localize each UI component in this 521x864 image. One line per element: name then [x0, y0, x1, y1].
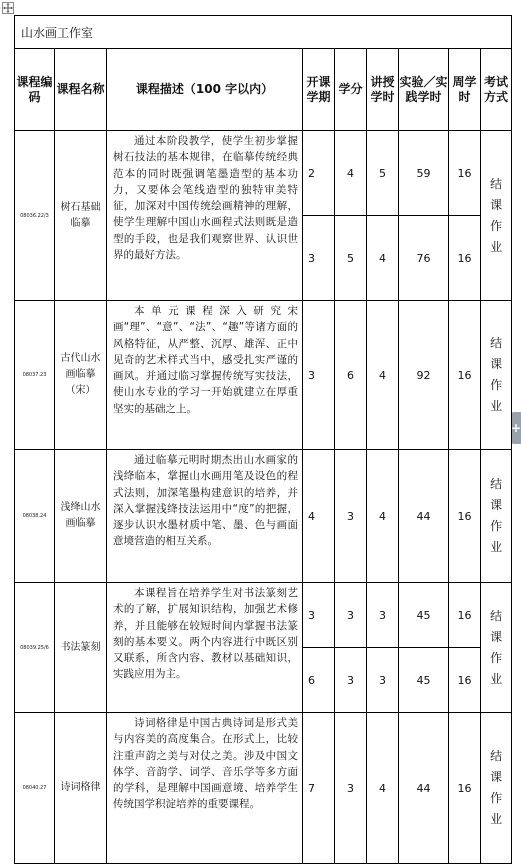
course-code: 08039.25/6 [15, 583, 55, 713]
weekly-hours-cell: 16 [449, 713, 481, 864]
semester-cell: 2 [303, 131, 335, 216]
exam-method [481, 713, 512, 864]
course-code: 08038.24 [15, 450, 55, 583]
practice-hours-cell: 59 [399, 131, 449, 216]
practice-hours-cell: 45 [399, 583, 449, 648]
course-code: 08040.27 [15, 713, 55, 864]
course-name: 书法篆刻 [55, 583, 107, 713]
weekly-hours-cell: 16 [449, 131, 481, 216]
exam-method [481, 131, 512, 301]
course-name: 浅绛山水画临摹 [55, 450, 107, 583]
table-row [15, 301, 512, 450]
semester-cell: 4 [303, 450, 335, 583]
exam-method-text: 结课作业 [490, 608, 503, 686]
exam-method-text: 结课作业 [490, 176, 503, 254]
course-code: 08036.22/3 [15, 131, 55, 301]
header-lecture-hours: 讲授学时 [367, 49, 399, 131]
weekly-hours-cell: 16 [449, 648, 481, 713]
course-name: 树石基础临摹 [55, 131, 107, 301]
header-practice-hours: 实验／实践学时 [399, 49, 449, 131]
semester-cell: 7 [303, 713, 335, 864]
header-row [15, 49, 512, 131]
lecture-hours-cell: 5 [367, 131, 399, 216]
weekly-hours-cell: 16 [449, 583, 481, 648]
weekly-hours-cell: 16 [449, 301, 481, 450]
course-code: 08037.23 [15, 301, 55, 450]
exam-method-text: 结课作业 [490, 749, 503, 826]
semester-cell: 3 [303, 301, 335, 450]
course-description: 本课程旨在培养学生对书法篆刻艺术的了解，扩展知识结构，加强艺术修养，并且能够在较短时间内掌握书法篆刻的基本要义。两个内容进行中既区别又联系，所含内容、教材以基础知识，实践应用为主。 [107, 583, 303, 713]
credit-cell: 3 [335, 583, 367, 648]
course-description: 通过临摹元明时期杰出山水画家的浅绛临本，掌握山水画用笔及设色的程式法则，加深笔墨构建意识的培养，并深入掌握浅绛技法运用中“度”的把握，逐步认识水墨材质中笔、墨、色与画面意境营造的相互关系。 [107, 450, 303, 583]
header-semester: 开课学期 [303, 49, 335, 131]
course-description: 本单元课程深入研究宋画“理”、“意”、“法”、“趣”等诸方面的风格特征，从严整、沉厚、雄浑、正中见奇的艺术样式当中，感受扎实严谨的画风。并通过临习掌握传统写实技法，使山水专业的学习一开始就建立在厚重坚实的基础之上。 [107, 301, 303, 450]
credit-cell: 3 [335, 713, 367, 864]
lecture-hours-cell: 4 [367, 450, 399, 583]
course-description: 通过本阶段教学，使学生初步掌握树石技法的基本规律，在临摹传统经典范本的同时既强调笔墨造型的基本功力，又要体会笔线造型的独特审美特征，加深对中国传统绘画精神的理解，使学生理解中国山水画程式法则既是造型的手段，也是我们观察世界、认识世界的最好方法。 [107, 131, 303, 301]
header-code: 课程编码 [15, 49, 55, 131]
credit-cell: 4 [335, 131, 367, 216]
exam-method [481, 450, 512, 583]
weekly-hours-cell: 16 [449, 450, 481, 583]
table-row [15, 713, 512, 864]
header-description: 课程描述（100 字以内） [107, 49, 303, 131]
lecture-hours-cell: 4 [367, 216, 399, 301]
credit-cell: 3 [335, 648, 367, 713]
exam-method [481, 583, 512, 713]
course-name: 诗词格律 [55, 713, 107, 864]
practice-hours-cell: 92 [399, 301, 449, 450]
practice-hours-cell: 76 [399, 216, 449, 301]
course-name: 古代山水画临摹（宋） [55, 301, 107, 450]
exam-method-text: 结课作业 [490, 477, 503, 554]
semester-cell: 3 [303, 216, 335, 301]
studio-title: 山水画工作室 [15, 16, 512, 49]
lecture-hours-cell: 3 [367, 648, 399, 713]
credit-cell: 5 [335, 216, 367, 301]
add-column-handle-icon[interactable]: + [511, 412, 521, 444]
table-move-handle-icon[interactable] [2, 2, 14, 14]
header-credit: 学分 [335, 49, 367, 131]
table-row [15, 450, 512, 583]
header-name: 课程名称 [55, 49, 107, 131]
lecture-hours-cell: 3 [367, 583, 399, 648]
table-row [15, 131, 512, 216]
lecture-hours-cell: 4 [367, 301, 399, 450]
semester-cell: 3 [303, 583, 335, 648]
table-row [15, 583, 512, 648]
semester-cell: 6 [303, 648, 335, 713]
course-description: 诗词格律是中国古典诗词是形式美与内容美的高度集合。在形式上，比较注重声韵之美与对仗之美。涉及中国文体学、音韵学、词学、音乐学等多方面的学科，是理解中国画意境、培养学生传统国学积淀培养的重要课程。 [107, 713, 303, 864]
practice-hours-cell: 45 [399, 648, 449, 713]
exam-method-text: 结课作业 [490, 336, 503, 413]
lecture-hours-cell: 4 [367, 713, 399, 864]
weekly-hours-cell: 16 [449, 216, 481, 301]
practice-hours-cell: 44 [399, 450, 449, 583]
header-weekly-hours: 周学时 [449, 49, 481, 131]
header-exam-method: 考试方式 [481, 49, 512, 131]
credit-cell: 6 [335, 301, 367, 450]
exam-method [481, 301, 512, 450]
course-table [14, 15, 512, 864]
credit-cell: 3 [335, 450, 367, 583]
practice-hours-cell: 44 [399, 713, 449, 864]
